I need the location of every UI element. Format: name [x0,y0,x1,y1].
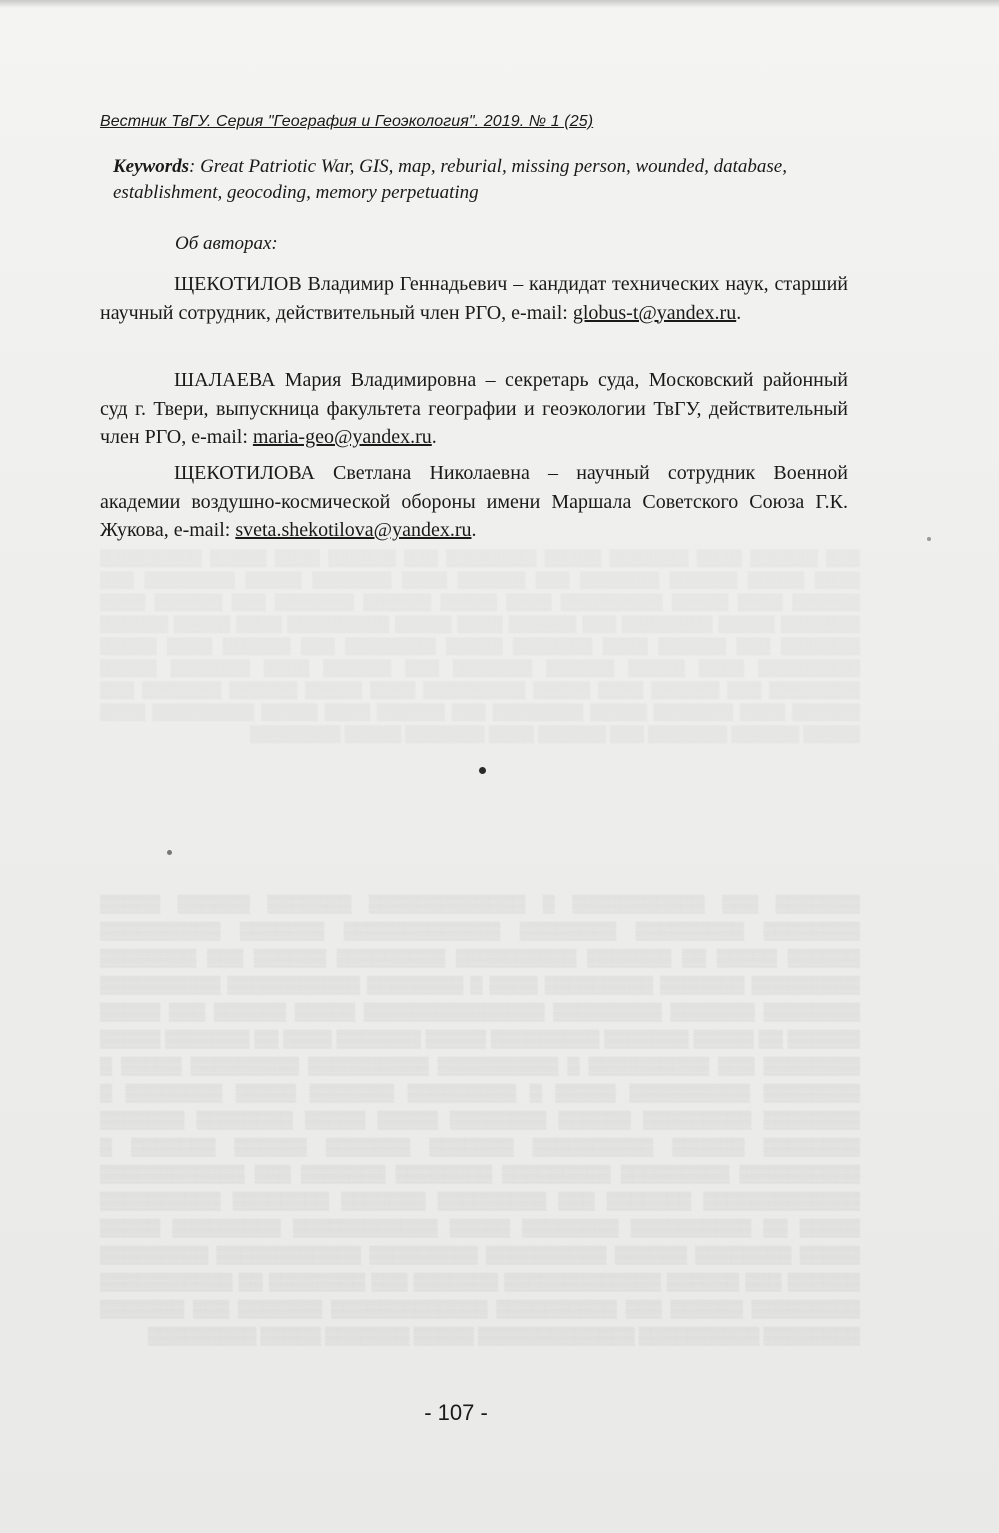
author-entry [100,270,848,327]
keywords-text: : Great Patriotic War, GIS, map, reburial, missing person, wounded, database, establishment, geocoding, memory perpetuating [113,156,787,203]
author-end: . [736,301,742,324]
journal-header: Вестник ТвГУ. Серия "География и Геоэкология". 2019. № 1 (25) [100,113,594,130]
author-email-link[interactable]: sveta.shekotilova@yandex.ru [235,519,472,541]
keywords-block [113,154,853,206]
reverse-side-bleed-through: ▒▒▒ ▒▒▒▒▒▒ ▒▒▒▒ ▒▒▒▒▒▒▒ ▒▒▒▒▒ ▒▒▒▒▒▒▒▒ ▒▒▒ ▒▒▒▒▒▒ ▒▒▒▒ ▒▒▒▒▒ ▒▒▒▒▒▒▒▒▒ ▒▒▒▒ ▒▒▒▒▒ ▒▒▒▒▒▒ ▒▒▒▒▒▒▒ ▒▒▒ ▒▒▒▒▒▒ ▒▒▒▒ ▒▒▒▒▒▒▒ ▒▒▒▒▒ ▒▒▒▒▒▒▒▒ ▒▒▒ ▒▒▒▒▒▒ ▒▒▒▒ ▒▒▒▒▒ ▒▒▒▒▒▒▒▒▒ ▒▒▒▒ ▒▒▒▒▒ ▒▒▒▒▒▒ ▒▒▒▒▒▒▒ ▒▒▒ ▒▒▒▒▒▒ ▒▒▒▒ ▒▒▒▒▒▒▒ ▒▒▒▒▒ ▒▒▒▒▒▒▒▒ ▒▒▒ ▒▒▒▒▒▒ ▒▒▒▒ ▒▒▒▒▒ ▒▒▒▒▒▒▒▒▒ ▒▒▒▒ ▒▒▒▒▒ ▒▒▒▒▒▒ ▒▒▒▒▒▒▒ ▒▒▒ ▒▒▒▒▒▒ ▒▒▒▒ ▒▒▒▒▒▒▒ ▒▒▒▒▒ ▒▒▒▒▒▒▒▒ ▒▒▒ ▒▒▒▒▒▒ ▒▒▒▒ ▒▒▒▒▒ ▒▒▒▒▒▒▒▒▒ ▒▒▒▒ ▒▒▒▒▒ ▒▒▒▒▒▒ ▒▒▒▒▒▒▒ ▒▒▒ ▒▒▒▒▒▒ ▒▒▒▒ ▒▒▒▒▒▒▒ ▒▒▒▒▒ ▒▒▒▒▒▒▒▒ ▒▒▒ ▒▒▒▒▒▒ ▒▒▒▒ ▒▒▒▒▒ ▒▒▒▒▒▒▒▒▒ ▒▒▒▒ ▒▒▒▒▒ ▒▒▒▒▒▒ ▒▒▒▒▒▒▒ ▒▒▒ ▒▒▒▒▒▒ ▒▒▒▒ ▒▒▒▒▒▒▒ ▒▒▒▒▒ ▒▒▒▒▒▒▒▒ ▒▒▒ ▒▒▒▒▒▒ ▒▒▒▒ ▒▒▒▒▒ ▒▒▒▒▒▒▒▒▒ ▒▒▒▒ ▒▒▒▒▒ ▒▒▒▒▒▒ ▒▒▒▒▒▒▒ ▒▒▒ ▒▒▒▒▒▒ ▒▒▒▒ ▒▒▒▒▒▒▒ ▒▒▒▒▒ ▒▒▒▒▒▒▒▒ [100,550,860,743]
scan-speck [927,537,931,541]
keywords-label: Keywords [113,156,189,177]
author-entry [100,366,848,452]
scan-top-edge [0,0,999,8]
author-description: ШАЛАЕВА Мария Владимировна – секретарь суда, Московский районный суд г. Твери, выпускница факультета географии и геоэкологии ТвГУ, действительный член РГО, e-mail: [100,369,848,448]
author-description: ЩЕКОТИЛОВА Светлана Николаевна – научный сотрудник Военной академии воздушно-космической обороны имени Маршала Советского Союза Г.К. Жукова, e-mail: [100,462,848,541]
scan-speck [479,767,486,774]
reverse-side-bleed-through: ▒▒▒▒▒▒▒ ▒▒▒ ▒▒▒▒▒▒▒▒▒▒▒ ▒ ▒▒▒▒▒▒▒▒▒▒▒▒▒ ▒▒▒▒▒▒▒ ▒▒▒▒▒▒ ▒▒▒▒▒ ▒▒▒▒▒▒▒▒ ▒▒▒▒▒▒▒▒▒ ▒▒▒▒▒▒▒▒ ▒▒▒▒▒▒▒▒▒▒▒▒▒ ▒▒▒▒▒▒▒ ▒▒▒▒▒▒▒▒▒▒ ▒▒▒▒▒▒ ▒▒▒▒▒ ▒▒ ▒▒▒▒▒▒▒ ▒▒▒▒▒▒▒▒▒▒ ▒▒▒▒▒▒▒▒▒ ▒▒▒▒▒▒ ▒▒▒ ▒▒▒▒▒▒▒▒ ▒▒▒▒▒▒▒▒▒ ▒▒▒▒▒▒▒ ▒▒▒▒▒▒▒▒▒ ▒▒▒▒ ▒ ▒▒▒▒▒▒▒▒ ▒▒▒▒▒▒▒▒▒▒▒ ▒▒▒▒▒▒▒▒▒▒ ▒▒▒▒▒▒▒▒ ▒▒▒▒▒▒▒ ▒▒▒▒▒▒▒▒▒ ▒▒▒▒▒▒▒▒▒▒▒▒▒▒▒ ▒▒▒▒▒ ▒▒▒▒▒▒ ▒▒▒ ▒▒▒▒▒ ▒▒▒▒▒▒ ▒▒ ▒▒▒▒▒ ▒▒▒▒▒▒▒ ▒▒▒▒▒▒▒▒▒ ▒▒▒▒▒ ▒▒▒▒▒▒▒ ▒▒▒▒ ▒▒ ▒▒▒▒▒▒▒ ▒▒▒▒▒ ▒▒▒▒▒▒▒▒ ▒▒▒ ▒▒▒▒▒▒▒▒▒▒ ▒ ▒▒▒▒▒▒▒▒▒▒ ▒▒▒▒▒▒▒▒▒▒ ▒▒▒▒▒▒▒▒▒ ▒▒▒▒▒ ▒ ▒▒▒▒▒▒▒▒ ▒▒▒▒▒▒▒▒▒▒ ▒▒▒▒▒ ▒ ▒▒▒▒▒▒▒▒▒ ▒▒▒▒▒▒▒ ▒▒▒▒▒ ▒▒▒▒▒▒▒▒ ▒ ▒▒▒▒▒▒▒▒ ▒▒▒▒▒▒▒▒▒ ▒▒▒▒▒▒ ▒▒▒▒▒▒▒▒ ▒▒▒▒▒ ▒▒▒▒▒ ▒▒▒▒▒▒▒▒ ▒▒▒▒▒▒▒ ▒▒▒▒▒▒▒▒ ▒▒▒▒▒▒ ▒▒▒▒▒▒▒▒▒▒ ▒▒▒▒▒▒▒ ▒▒▒▒▒▒▒ ▒▒▒▒▒▒ ▒▒▒▒▒▒▒ ▒ ▒▒▒▒▒▒▒▒▒▒ ▒▒▒▒▒▒▒▒▒ ▒▒▒▒▒▒▒▒▒ ▒▒▒▒▒▒▒▒ ▒▒▒▒▒▒▒ ▒▒▒ ▒▒▒▒▒▒▒▒▒▒▒▒ ▒▒▒▒▒▒▒▒▒▒▒▒▒ ▒▒▒▒▒▒▒ ▒▒▒ ▒▒▒▒▒▒▒▒▒ ▒▒▒▒▒▒▒ ▒▒▒▒▒▒▒▒ ▒▒▒▒▒▒▒▒▒▒ ▒▒▒▒▒ ▒▒ ▒▒▒▒▒▒▒▒▒▒ ▒▒▒▒▒▒▒▒ ▒▒▒▒▒ ▒▒▒▒▒▒▒▒▒▒▒▒ ▒▒▒▒▒▒▒▒▒ ▒▒▒▒▒ ▒▒▒▒▒ ▒▒▒▒▒▒▒▒ ▒▒▒▒▒▒ ▒▒▒▒▒▒▒▒▒▒ ▒▒▒▒▒▒▒▒▒ ▒▒▒▒▒▒▒▒▒▒▒▒ ▒▒▒▒▒▒▒▒▒ ▒▒▒▒▒▒ ▒▒▒ ▒▒▒▒▒▒ ▒▒▒▒▒▒▒▒▒▒▒▒▒ ▒▒▒▒▒▒▒ ▒▒▒ ▒▒▒▒▒▒▒▒ ▒▒ ▒▒▒▒▒▒▒▒▒▒▒ ▒▒▒▒▒▒▒▒▒ ▒▒▒▒▒▒ ▒▒▒ ▒▒▒▒▒▒▒▒▒▒ ▒▒▒▒▒▒▒▒▒▒▒▒▒ ▒▒▒▒▒▒▒ ▒▒▒ ▒▒▒▒▒▒▒ ▒▒▒▒▒▒▒▒ ▒▒▒▒▒▒▒▒▒▒ ▒▒▒▒▒▒▒▒▒▒▒▒▒ ▒▒▒▒▒ ▒▒▒▒▒▒▒ ▒▒▒▒▒ ▒▒▒▒▒▒▒▒▒ [100,894,860,1345]
scan-speck [167,850,172,855]
author-email-link[interactable]: maria-geo@yandex.ru [252,426,432,448]
author-entry [100,459,848,545]
authors-heading: Об авторах: [175,233,278,254]
author-description: ЩЕКОТИЛОВ Владимир Геннадьевич – кандидат технических наук, старший научный сотрудник, действительный член РГО, e-mail: [100,273,848,324]
page-number: - 107 - [424,1400,488,1425]
author-email-link[interactable]: globus-t@yandex.ru [572,301,737,324]
author-end: . [431,426,437,448]
author-end: . [471,519,477,541]
